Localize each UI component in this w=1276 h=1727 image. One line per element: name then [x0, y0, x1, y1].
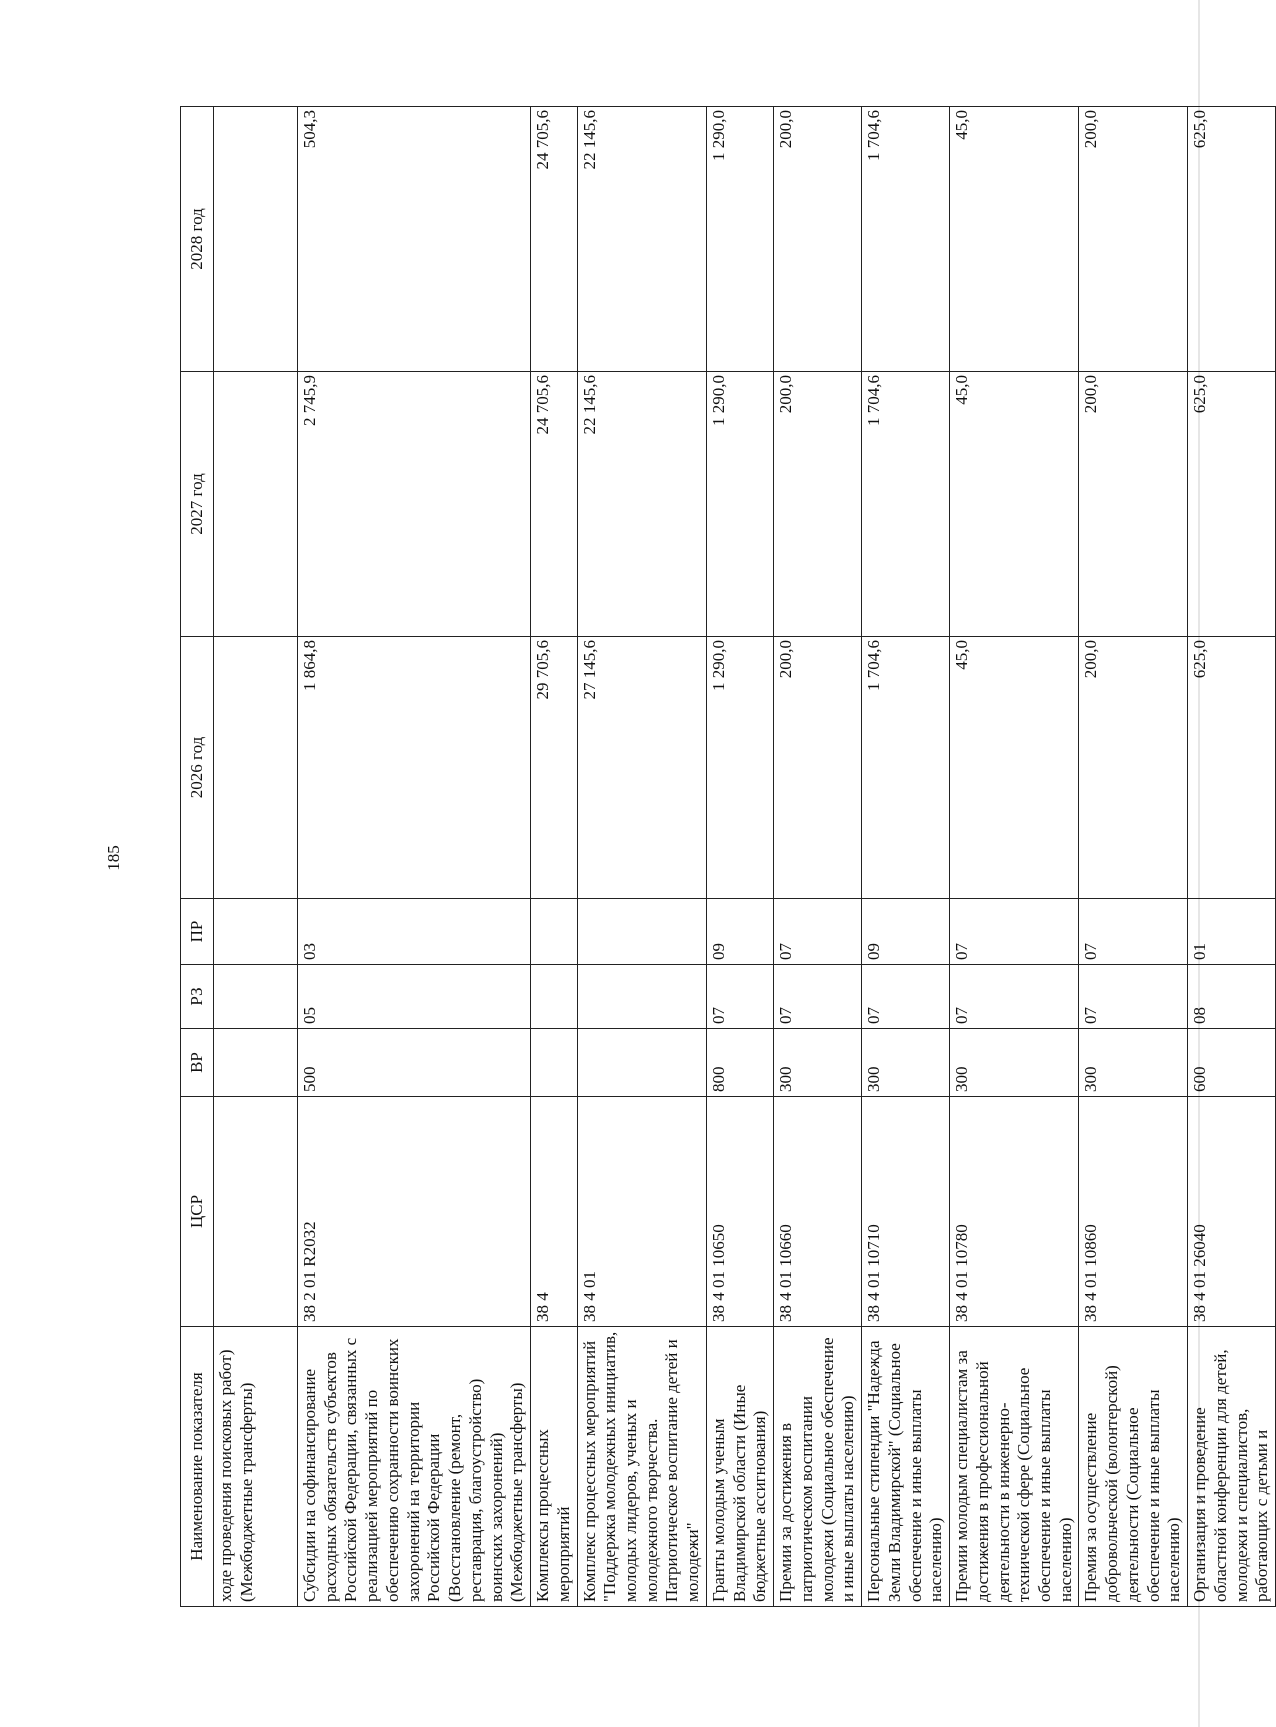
table-row — [577, 107, 706, 1607]
table-row — [950, 107, 1079, 1607]
cell-pr: 09 — [862, 899, 950, 965]
page-number-text: 185 — [104, 845, 123, 871]
cell-vr: 300 — [1079, 1029, 1188, 1097]
cell-2028: 200,0 — [774, 107, 862, 372]
cell-csr: 38 4 01 10860 — [1079, 1097, 1188, 1327]
table-row — [298, 107, 531, 1607]
cell-csr: 38 4 01 — [577, 1097, 706, 1327]
cell-2027: 24 705,6 — [531, 372, 577, 637]
cell-vr — [531, 1029, 577, 1097]
cell-2028 — [214, 107, 298, 372]
cell-2026: 29 705,6 — [531, 637, 577, 899]
cell-vr — [577, 1029, 706, 1097]
cell-2027: 1 704,6 — [862, 372, 950, 637]
table-row — [706, 107, 773, 1607]
header-csr: ЦСР — [181, 1097, 214, 1327]
cell-2026 — [214, 637, 298, 899]
cell-name: Субсидии на софинансирование расходных обязательств субъектов Российской Федерации, связанных с реализацией мероприятий по обеспечению сохранности воинских захоронений на территории Российской Федерации (Восстановление (ремонт, реставрация, благоустройство) воинских захоронений) (Межбюджетные трансферты) — [298, 1327, 531, 1607]
table-row — [214, 107, 298, 1607]
cell-2028: 22 145,6 — [577, 107, 706, 372]
cell-csr — [214, 1097, 298, 1327]
cell-rz: 05 — [298, 965, 531, 1029]
cell-pr: 07 — [774, 899, 862, 965]
header-vr: ВР — [181, 1029, 214, 1097]
cell-pr: 07 — [1079, 899, 1188, 965]
table-header-row — [181, 107, 214, 1607]
cell-2027: 1 290,0 — [706, 372, 773, 637]
table-row — [1079, 107, 1188, 1607]
cell-csr: 38 4 01 10780 — [950, 1097, 1079, 1327]
cell-2028: 24 705,6 — [531, 107, 577, 372]
header-2027: 2027 год — [181, 372, 214, 637]
cell-pr — [577, 899, 706, 965]
cell-2028: 45,0 — [950, 107, 1079, 372]
cell-csr: 38 4 01 26040 — [1188, 1097, 1276, 1327]
budget-table — [180, 106, 1276, 1607]
cell-2027: 22 145,6 — [577, 372, 706, 637]
cell-csr: 38 4 01 10710 — [862, 1097, 950, 1327]
cell-2028: 200,0 — [1079, 107, 1188, 372]
cell-2028: 1 704,6 — [862, 107, 950, 372]
cell-name: Персональные стипендии "Надежда Земли Владимирской" (Социальное обеспечение и иные выплаты населению) — [862, 1327, 950, 1607]
cell-name: Комплексы процессных мероприятий — [531, 1327, 577, 1607]
cell-pr: 09 — [706, 899, 773, 965]
cell-rz: 07 — [950, 965, 1079, 1029]
cell-rz: 07 — [1079, 965, 1188, 1029]
header-name: Наименование показателя — [181, 1327, 214, 1607]
cell-2027 — [214, 372, 298, 637]
cell-2027: 625,0 — [1188, 372, 1276, 637]
table-row — [1188, 107, 1276, 1607]
cell-csr: 38 2 01 R2032 — [298, 1097, 531, 1327]
header-pr: ПР — [181, 899, 214, 965]
cell-rz: 07 — [706, 965, 773, 1029]
cell-name: ходе проведения поисковых работ) (Межбюджетные трансферты) — [214, 1327, 298, 1607]
cell-vr: 300 — [862, 1029, 950, 1097]
cell-vr: 600 — [1188, 1029, 1276, 1097]
cell-rz: 08 — [1188, 965, 1276, 1029]
cell-pr: 03 — [298, 899, 531, 965]
cell-csr: 38 4 — [531, 1097, 577, 1327]
cell-name: Организация и проведение областной конференции для детей, молодежи и специалистов, работающих с детьми и — [1188, 1327, 1276, 1607]
cell-2026: 625,0 — [1188, 637, 1276, 899]
cell-rz — [214, 965, 298, 1029]
cell-2026: 1 704,6 — [862, 637, 950, 899]
budget-table-container — [180, 107, 1272, 1607]
cell-csr: 38 4 01 10650 — [706, 1097, 773, 1327]
cell-rz: 07 — [774, 965, 862, 1029]
cell-pr — [214, 899, 298, 965]
cell-name: Гранты молодым ученым Владимирской области (Иные бюджетные ассигнования) — [706, 1327, 773, 1607]
cell-rz — [577, 965, 706, 1029]
cell-2027: 200,0 — [774, 372, 862, 637]
header-2026: 2026 год — [181, 637, 214, 899]
header-2028: 2028 год — [181, 107, 214, 372]
cell-2028: 1 290,0 — [706, 107, 773, 372]
cell-2026: 200,0 — [774, 637, 862, 899]
cell-2026: 200,0 — [1079, 637, 1188, 899]
cell-vr: 300 — [950, 1029, 1079, 1097]
cell-name: Премия за осуществление добровольческой (волонтерской) деятельности (Социальное обеспечение и иные выплаты населению) — [1079, 1327, 1188, 1607]
table-body — [214, 107, 1276, 1607]
cell-2026: 1 290,0 — [706, 637, 773, 899]
cell-2027: 200,0 — [1079, 372, 1188, 637]
cell-name: Премии за достижения в патриотическом воспитании молодежи (Социальное обеспечение и иные выплаты населению) — [774, 1327, 862, 1607]
cell-pr — [531, 899, 577, 965]
cell-rz — [531, 965, 577, 1029]
cell-pr: 07 — [950, 899, 1079, 965]
cell-rz: 07 — [862, 965, 950, 1029]
cell-2026: 45,0 — [950, 637, 1079, 899]
cell-2027: 45,0 — [950, 372, 1079, 637]
cell-2028: 504,3 — [298, 107, 531, 372]
page-number — [102, 838, 126, 878]
cell-vr: 500 — [298, 1029, 531, 1097]
cell-vr: 800 — [706, 1029, 773, 1097]
cell-name: Премии молодым специалистам за достижения в профессиональной деятельности в инженерно-технической сфере (Социальное обеспечение и иные выплаты населению) — [950, 1327, 1079, 1607]
cell-2026: 27 145,6 — [577, 637, 706, 899]
table-row — [531, 107, 577, 1607]
table-row — [774, 107, 862, 1607]
cell-csr: 38 4 01 10660 — [774, 1097, 862, 1327]
cell-pr: 01 — [1188, 899, 1276, 965]
cell-2028: 625,0 — [1188, 107, 1276, 372]
cell-2027: 2 745,9 — [298, 372, 531, 637]
cell-vr: 300 — [774, 1029, 862, 1097]
cell-name: Комплекс процессных мероприятий "Поддержка молодежных инициатив, молодых лидеров, ученых и молодежного творчества. Патриотическое воспитание детей и молодежи" — [577, 1327, 706, 1607]
header-rz: РЗ — [181, 965, 214, 1029]
table-row — [862, 107, 950, 1607]
cell-2026: 1 864,8 — [298, 637, 531, 899]
cell-vr — [214, 1029, 298, 1097]
